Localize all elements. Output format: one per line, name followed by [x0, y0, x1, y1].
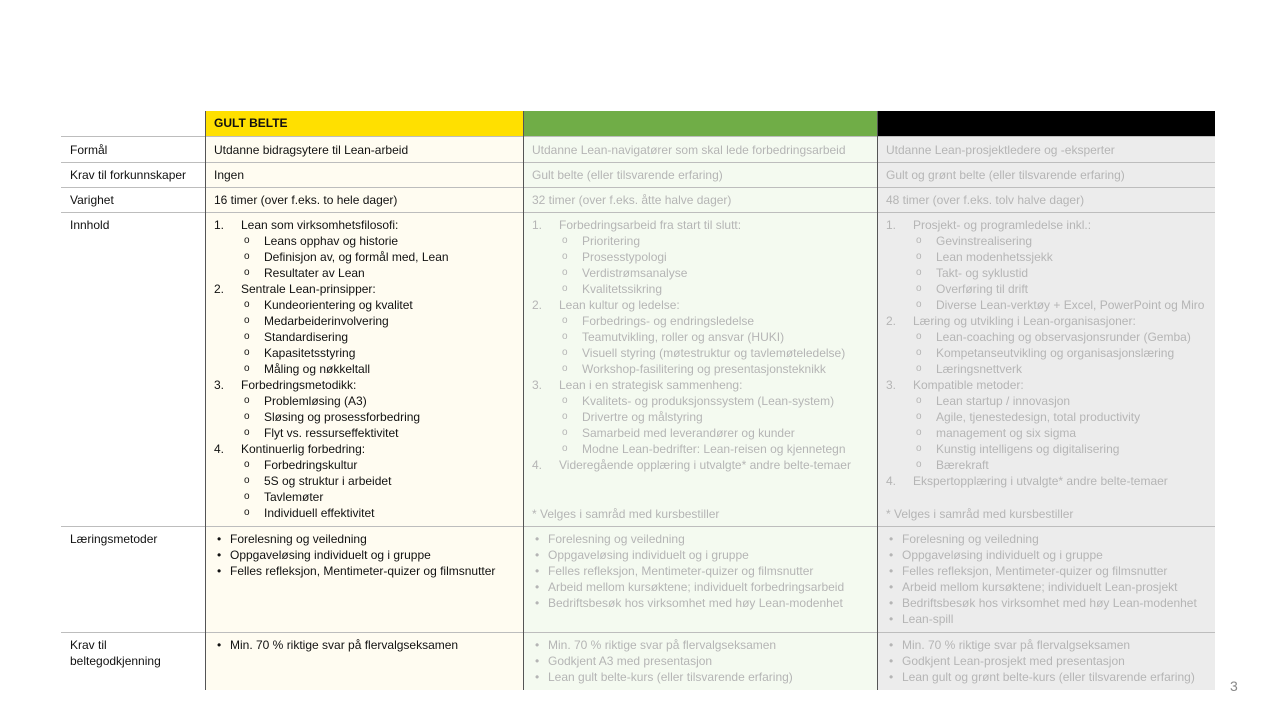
bullet-item-text: Lean gult belte-kurs (eller tilsvarende erfaring) — [548, 670, 793, 684]
yellow-innhold — [205, 212, 523, 526]
sub-list-item — [214, 489, 514, 505]
sub-list-item-text: Forbedrings- og endringsledelse — [582, 314, 755, 328]
bullet-item — [214, 547, 514, 563]
list-item-text: Forbedringsmetodikk: — [241, 378, 357, 392]
sub-list-item-text: Kunstig intelligens og digitalisering — [936, 442, 1120, 456]
sub-list-item-text: Teamutvikling, roller og ansvar (HUKI) — [582, 330, 785, 344]
sub-list-item — [532, 329, 868, 345]
divider — [61, 162, 1215, 163]
sub-list-item — [214, 361, 514, 377]
list-item-text: Kompatible metoder: — [913, 378, 1024, 392]
circle-bullet-icon: o — [916, 283, 922, 294]
sub-list-item-text: Tavlemøter — [264, 490, 324, 504]
bullet-item-text: Forelesning og veiledning — [230, 532, 367, 546]
row-label-beltekrav — [61, 632, 205, 690]
list-item — [532, 457, 868, 473]
circle-bullet-icon: o — [916, 459, 922, 470]
sub-list-item-text: Kapasitetsstyring — [264, 346, 356, 360]
circle-bullet-icon: o — [562, 331, 568, 342]
bullet-icon: • — [535, 596, 540, 610]
divider — [61, 632, 1215, 633]
row-label-beltekrav-line1: Krav til — [70, 638, 107, 652]
bullet-item — [214, 563, 514, 579]
bullet-item — [532, 563, 868, 579]
list-item — [886, 217, 1206, 233]
circle-bullet-icon: o — [244, 395, 250, 406]
list-number: 4. — [886, 474, 897, 488]
yellow-innhold-list — [214, 217, 514, 521]
column-divider — [877, 111, 878, 690]
bullet-icon: • — [889, 596, 894, 610]
sub-list-item — [886, 249, 1206, 265]
sub-list-item — [532, 313, 868, 329]
circle-bullet-icon: o — [916, 347, 922, 358]
sub-list-item-text: Overføring til drift — [936, 282, 1029, 296]
green-beltekrav-list — [532, 637, 868, 685]
row-label-laering: Læringsmetoder — [70, 532, 158, 546]
divider — [61, 187, 1215, 188]
black-krav: Gult og grønt belte (eller tilsvarende erfaring) — [877, 162, 1215, 187]
divider — [61, 526, 1215, 527]
bullet-icon: • — [889, 564, 894, 578]
black-laering-list — [886, 531, 1206, 627]
circle-bullet-icon: o — [562, 411, 568, 422]
sub-list-item-text: Problemløsing (A3) — [264, 394, 367, 408]
list-item-text: Lean kultur og ledelse: — [559, 298, 680, 312]
circle-bullet-icon: o — [916, 443, 922, 454]
bullet-item-text: Felles refleksjon, Mentimeter-quizer og filmsnutter — [902, 564, 1168, 578]
bullet-item-text: Min. 70 % riktige svar på flervalgseksamen — [230, 638, 459, 652]
sub-list-item-text: Lean-coaching og observasjonsrunder (Gemba) — [936, 330, 1191, 344]
row-label-krav: Krav til forkunnskaper — [70, 168, 187, 182]
row-laering — [61, 526, 1215, 632]
bullet-item — [214, 531, 514, 547]
bullet-item — [532, 547, 868, 563]
black-innhold — [877, 212, 1215, 526]
list-item — [532, 377, 868, 393]
column-divider — [205, 111, 206, 690]
row-label-innhold: Innhold — [70, 218, 110, 232]
list-item-text: Forbedringsarbeid fra start til slutt: — [559, 218, 742, 232]
circle-bullet-icon: o — [916, 267, 922, 278]
black-belt-header — [877, 111, 1215, 136]
list-number: 2. — [214, 282, 225, 296]
sub-list-item-text: Gevinstrealisering — [936, 234, 1033, 248]
circle-bullet-icon: o — [562, 235, 568, 246]
bullet-icon: • — [217, 532, 222, 546]
sub-list-item — [214, 457, 514, 473]
bullet-item — [532, 595, 868, 611]
bullet-item — [886, 595, 1206, 611]
bullet-item-text: Oppgaveløsing individuelt og i gruppe — [548, 548, 749, 562]
sub-list-item — [886, 281, 1206, 297]
bullet-item-text: Lean-spill — [902, 612, 954, 626]
yellow-beltekrav — [205, 632, 523, 690]
circle-bullet-icon: o — [916, 251, 922, 262]
bullet-icon: • — [535, 654, 540, 668]
sub-list-item — [532, 265, 868, 281]
circle-bullet-icon: o — [562, 347, 568, 358]
sub-list-item — [532, 361, 868, 377]
row-label-beltekrav-line2: beltegodkjenning — [70, 654, 161, 668]
bullet-item — [532, 669, 868, 685]
sub-list-item-text: Samarbeid med leverandører og kunder — [582, 426, 795, 440]
row-krav — [61, 162, 1215, 187]
bullet-item — [886, 563, 1206, 579]
circle-bullet-icon: o — [244, 331, 250, 342]
sub-list-item — [214, 345, 514, 361]
sub-list-item — [214, 313, 514, 329]
bullet-item — [886, 669, 1206, 685]
row-beltekrav — [61, 632, 1215, 690]
circle-bullet-icon: o — [244, 459, 250, 470]
bullet-item-text: Arbeid mellom kursøktene; individuelt Lean-prosjekt — [902, 580, 1178, 594]
sub-list-item — [214, 473, 514, 489]
green-varighet: 32 timer (over f.eks. åtte halve dager) — [523, 187, 877, 212]
bullet-item — [532, 531, 868, 547]
bullet-item — [886, 637, 1206, 653]
circle-bullet-icon: o — [916, 331, 922, 342]
list-item-text: Ekspertopplæring i utvalgte* andre belte-temaer — [913, 474, 1168, 488]
bullet-item — [214, 637, 514, 653]
list-number: 1. — [214, 218, 225, 232]
black-innhold-list — [886, 217, 1206, 489]
bullet-item-text: Godkjent A3 med presentasjon — [548, 654, 713, 668]
black-beltekrav — [877, 632, 1215, 690]
sub-list-item-text: Læringsnettverk — [936, 362, 1023, 376]
bullet-icon: • — [889, 638, 894, 652]
circle-bullet-icon: o — [916, 363, 922, 374]
sub-list-item-text: Kundeorientering og kvalitet — [264, 298, 413, 312]
circle-bullet-icon: o — [916, 235, 922, 246]
sub-list-item — [886, 329, 1206, 345]
bullet-icon: • — [889, 670, 894, 684]
sub-list-item-text: Agile, tjenestedesign, total productivity — [936, 410, 1141, 424]
sub-list-item-text: Definisjon av, og formål med, Lean — [264, 250, 449, 264]
circle-bullet-icon: o — [916, 411, 922, 422]
column-divider — [523, 111, 524, 690]
bullet-item-text: Godkjent Lean-prosjekt med presentasjon — [902, 654, 1125, 668]
green-belt-header — [523, 111, 877, 136]
circle-bullet-icon: o — [244, 491, 250, 502]
sub-list-item — [532, 233, 868, 249]
circle-bullet-icon: o — [244, 427, 250, 438]
list-item — [214, 281, 514, 297]
yellow-beltekrav-list — [214, 637, 514, 653]
sub-list-item-text: Kvalitetssikring — [582, 282, 663, 296]
list-number: 3. — [532, 378, 543, 392]
sub-list-item-text: Leans opphav og historie — [264, 234, 399, 248]
sub-list-item — [532, 441, 868, 457]
bullet-item-text: Min. 70 % riktige svar på flervalgseksamen — [902, 638, 1131, 652]
sub-list-item-text: Diverse Lean-verktøy + Excel, PowerPoint og Miro — [936, 298, 1205, 312]
circle-bullet-icon: o — [916, 395, 922, 406]
list-item-text: Lean i en strategisk sammenheng: — [559, 378, 743, 392]
list-item-text: Læring og utvikling i Lean-organisasjoner: — [913, 314, 1136, 328]
page-number: 3 — [1230, 678, 1238, 694]
bullet-item-text: Lean gult og grønt belte-kurs (eller tilsvarende erfaring) — [902, 670, 1195, 684]
circle-bullet-icon: o — [244, 411, 250, 422]
sub-list-item-text: Kvalitets- og produksjonssystem (Lean-system) — [582, 394, 835, 408]
sub-list-item-text: Modne Lean-bedrifter: Lean-reisen og kjennetegn — [582, 442, 846, 456]
bullet-item-text: Oppgaveløsing individuelt og i gruppe — [230, 548, 431, 562]
bullet-item — [532, 637, 868, 653]
sub-list-item — [532, 345, 868, 361]
bullet-item-text: Felles refleksjon, Mentimeter-quizer og filmsnutter — [548, 564, 814, 578]
sub-list-item — [214, 425, 514, 441]
yellow-krav: Ingen — [205, 162, 523, 187]
green-formal: Utdanne Lean-navigatører som skal lede forbedringsarbeid — [523, 137, 877, 162]
circle-bullet-icon: o — [916, 427, 922, 438]
row-varighet — [61, 187, 1215, 212]
bullet-icon: • — [535, 532, 540, 546]
circle-bullet-icon: o — [244, 251, 250, 262]
sub-list-item — [532, 409, 868, 425]
list-item — [532, 297, 868, 313]
list-item — [886, 473, 1206, 489]
sub-list-item — [886, 457, 1206, 473]
sub-list-item-text: 5S og struktur i arbeidet — [264, 474, 392, 488]
list-item — [532, 217, 868, 233]
black-innhold-note: * Velges i samråd med kursbestiller — [886, 507, 1074, 521]
circle-bullet-icon: o — [244, 347, 250, 358]
sub-list-item-text: Kompetanseutvikling og organisasjonslæring — [936, 346, 1175, 360]
list-number: 4. — [214, 442, 225, 456]
sub-list-item-text: Drivertre og målstyring — [582, 410, 703, 424]
sub-list-item-text: Standardisering — [264, 330, 349, 344]
sub-list-item — [886, 425, 1206, 441]
bullet-item — [532, 579, 868, 595]
bullet-icon: • — [217, 548, 222, 562]
black-formal: Utdanne Lean-prosjektledere og -eksperter — [877, 137, 1215, 162]
yellow-laering — [205, 526, 523, 632]
sub-list-item-text: Lean startup / innovasjon — [936, 394, 1071, 408]
sub-list-item-text: Individuell effektivitet — [264, 506, 375, 520]
bullet-item-text: Bedriftsbesøk hos virksomhet med høy Lean-modenhet — [548, 596, 843, 610]
bullet-item — [886, 531, 1206, 547]
sub-list-item — [886, 265, 1206, 281]
bullet-item-text: Arbeid mellom kursøktene; individuelt forbedringsarbeid — [548, 580, 845, 594]
black-laering — [877, 526, 1215, 632]
list-number: 2. — [886, 314, 897, 328]
circle-bullet-icon: o — [244, 507, 250, 518]
sub-list-item-text: Sløsing og prosessforbedring — [264, 410, 421, 424]
bullet-icon: • — [217, 564, 222, 578]
sub-list-item-text: Lean modenhetssjekk — [936, 250, 1053, 264]
sub-list-item-text: management og six sigma — [936, 426, 1077, 440]
bullet-icon: • — [889, 580, 894, 594]
sub-list-item-text: Medarbeiderinvolvering — [264, 314, 389, 328]
green-innhold-note: * Velges i samråd med kursbestiller — [532, 507, 720, 521]
bullet-item — [886, 547, 1206, 563]
yellow-laering-list — [214, 531, 514, 579]
bullet-item-text: Min. 70 % riktige svar på flervalgseksamen — [548, 638, 777, 652]
bullet-icon: • — [889, 654, 894, 668]
sub-list-item-text: Forbedringskultur — [264, 458, 358, 472]
sub-list-item — [214, 297, 514, 313]
sub-list-item — [886, 361, 1206, 377]
circle-bullet-icon: o — [562, 363, 568, 374]
bullet-icon: • — [535, 580, 540, 594]
circle-bullet-icon: o — [244, 475, 250, 486]
bullet-icon: • — [535, 638, 540, 652]
sub-list-item — [532, 281, 868, 297]
list-item-text: Videregående opplæring i utvalgte* andre belte-temaer — [559, 458, 851, 472]
list-item-text: Lean som virksomhetsfilosofi: — [241, 218, 399, 232]
circle-bullet-icon: o — [562, 315, 568, 326]
sub-list-item — [532, 393, 868, 409]
list-item — [214, 217, 514, 233]
sub-list-item-text: Prioritering — [582, 234, 641, 248]
sub-list-item — [214, 265, 514, 281]
sub-list-item — [214, 233, 514, 249]
sub-list-item — [214, 393, 514, 409]
bullet-item — [886, 611, 1206, 627]
sub-list-item — [532, 425, 868, 441]
bullet-item-text: Forelesning og veiledning — [902, 532, 1039, 546]
circle-bullet-icon: o — [916, 299, 922, 310]
sub-list-item-text: Måling og nøkkeltall — [264, 362, 371, 376]
circle-bullet-icon: o — [562, 251, 568, 262]
list-item — [886, 313, 1206, 329]
black-beltekrav-list — [886, 637, 1206, 685]
sub-list-item — [214, 409, 514, 425]
sub-list-item-text: Takt- og syklustid — [936, 266, 1029, 280]
list-number: 1. — [532, 218, 543, 232]
bullet-icon: • — [889, 612, 894, 626]
circle-bullet-icon: o — [244, 267, 250, 278]
circle-bullet-icon: o — [562, 443, 568, 454]
circle-bullet-icon: o — [562, 283, 568, 294]
sub-list-item — [886, 345, 1206, 361]
sub-list-item — [532, 249, 868, 265]
row-formal — [61, 137, 1215, 162]
circle-bullet-icon: o — [562, 395, 568, 406]
circle-bullet-icon: o — [562, 427, 568, 438]
list-number: 4. — [532, 458, 543, 472]
divider — [61, 212, 1215, 213]
circle-bullet-icon: o — [244, 315, 250, 326]
green-laering — [523, 526, 877, 632]
sub-list-item — [886, 393, 1206, 409]
divider — [61, 136, 1215, 137]
list-number: 1. — [886, 218, 897, 232]
sub-list-item-text: Flyt vs. ressurseffektivitet — [264, 426, 399, 440]
circle-bullet-icon: o — [244, 235, 250, 246]
list-item — [214, 377, 514, 393]
bullet-item — [886, 579, 1206, 595]
sub-list-item-text: Bærekraft — [936, 458, 989, 472]
green-beltekrav — [523, 632, 877, 690]
sub-list-item-text: Visuell styring (møtestruktur og tavlemøteledelse) — [582, 346, 846, 360]
bullet-item — [532, 653, 868, 669]
sub-list-item-text: Verdistrømsanalyse — [582, 266, 688, 280]
green-krav: Gult belte (eller tilsvarende erfaring) — [523, 162, 877, 187]
bullet-icon: • — [535, 670, 540, 684]
bullet-icon: • — [217, 638, 222, 652]
circle-bullet-icon: o — [244, 299, 250, 310]
yellow-belt-header: GULT BELTE — [205, 111, 523, 136]
bullet-item-text: Felles refleksjon, Mentimeter-quizer og filmsnutter — [230, 564, 496, 578]
row-innhold — [61, 212, 1215, 526]
list-item — [886, 377, 1206, 393]
sub-list-item-text: Prosesstypologi — [582, 250, 667, 264]
sub-list-item — [214, 505, 514, 521]
black-varighet: 48 timer (over f.eks. tolv halve dager) — [877, 187, 1215, 212]
green-innhold — [523, 212, 877, 526]
sub-list-item-text: Resultater av Lean — [264, 266, 365, 280]
yellow-formal: Utdanne bidragsytere til Lean-arbeid — [205, 137, 523, 162]
sub-list-item — [214, 329, 514, 345]
sub-list-item — [886, 297, 1206, 313]
circle-bullet-icon: o — [244, 363, 250, 374]
row-label-formal: Formål — [70, 143, 108, 157]
list-number: 3. — [214, 378, 225, 392]
row-label-varighet: Varighet — [70, 193, 114, 207]
bullet-item-text: Bedriftsbesøk hos virksomhet med høy Lean-modenhet — [902, 596, 1197, 610]
bullet-item-text: Forelesning og veiledning — [548, 532, 685, 546]
bullet-icon: • — [889, 548, 894, 562]
list-item-text: Prosjekt- og programledelse inkl.: — [913, 218, 1092, 232]
bullet-item — [886, 653, 1206, 669]
sub-list-item — [886, 233, 1206, 249]
sub-list-item — [886, 409, 1206, 425]
sub-list-item — [214, 249, 514, 265]
bullet-icon: • — [535, 548, 540, 562]
sub-list-item — [886, 441, 1206, 457]
yellow-varighet: 16 timer (over f.eks. to hele dager) — [205, 187, 523, 212]
list-item — [214, 441, 514, 457]
list-item-text: Sentrale Lean-prinsipper: — [241, 282, 376, 296]
list-number: 2. — [532, 298, 543, 312]
green-laering-list — [532, 531, 868, 611]
bullet-icon: • — [535, 564, 540, 578]
list-number: 3. — [886, 378, 897, 392]
bullet-icon: • — [889, 532, 894, 546]
bullet-item-text: Oppgaveløsing individuelt og i gruppe — [902, 548, 1103, 562]
sub-list-item-text: Workshop-fasilitering og presentasjonsteknikk — [582, 362, 826, 376]
green-innhold-list — [532, 217, 868, 473]
list-item-text: Kontinuerlig forbedring: — [241, 442, 366, 456]
circle-bullet-icon: o — [562, 267, 568, 278]
